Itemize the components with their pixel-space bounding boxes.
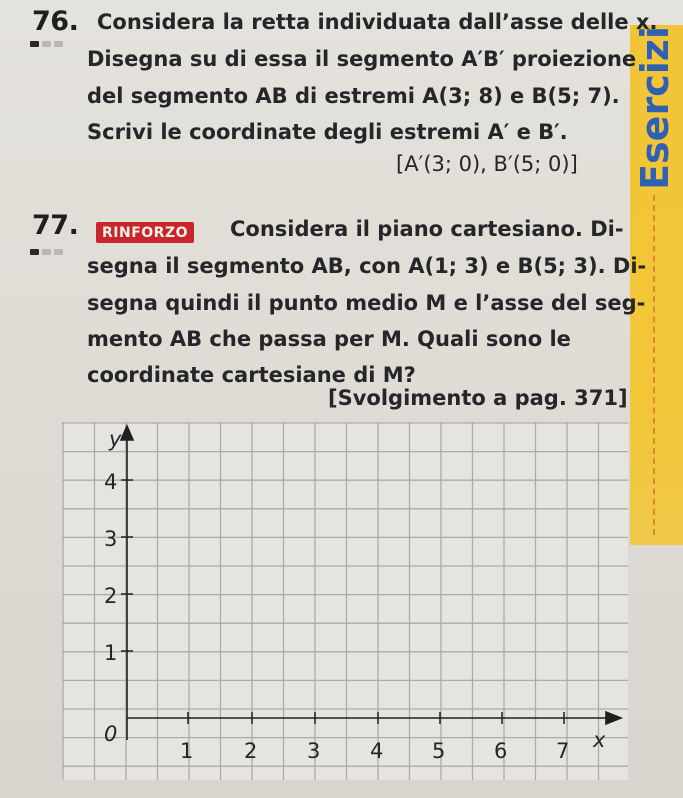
origin-label: 0 [104,722,118,746]
exercise-77-number: 77. [32,210,79,241]
side-tab-label: Esercizi [633,26,677,190]
exercise-76-line-1: Considera la retta individuata dall’asse delle x. [97,10,658,34]
exercise-76-line-4: Scrivi le coordinate degli estremi A′ e B′. [87,120,568,144]
exercise-77-line-3: segna quindi il punto medio M e l’asse del seg- [87,291,646,315]
x-tick-label-3: 3 [307,739,321,763]
x-tick-label-7: 7 [556,739,570,763]
y-tick-label-2: 2 [104,584,118,608]
grid-background [62,422,628,780]
x-tick-label-6: 6 [494,739,508,763]
exercise-77-line-5: coordinate cartesiane di M? [87,363,416,387]
y-tick-label-3: 3 [104,527,118,551]
y-tick-label-4: 4 [104,470,118,494]
rinforzo-badge: RINFORZO [96,222,194,243]
y-axis-label: y [109,427,122,451]
exercise-76-answer: [A′(3; 0), B′(5; 0)] [396,152,578,176]
exercise-77-line-1: Considera il piano cartesiano. Di- [230,217,624,241]
x-tick-label-2: 2 [244,739,258,763]
solution-reference: [Svolgimento a pag. 371] [328,386,628,410]
x-tick-label-5: 5 [432,739,446,763]
x-tick-label-4: 4 [370,739,384,763]
exercise-76-line-3: del segmento AB di estremi A(3; 8) e B(5; 7). [87,84,620,108]
exercise-76-number: 76. [32,6,79,37]
exercise-76-line-2: Disegna su di essa il segmento A′B′ proiezione [87,47,637,71]
x-axis-label: x [593,728,606,752]
exercise-77-line-4: mento AB che passa per M. Quali sono le [87,327,571,351]
y-tick-label-1: 1 [104,641,118,665]
x-tick-label-1: 1 [180,739,194,763]
exercise-77-line-2: segna il segmento AB, con A(1; 3) e B(5; 3). Di- [87,254,647,278]
